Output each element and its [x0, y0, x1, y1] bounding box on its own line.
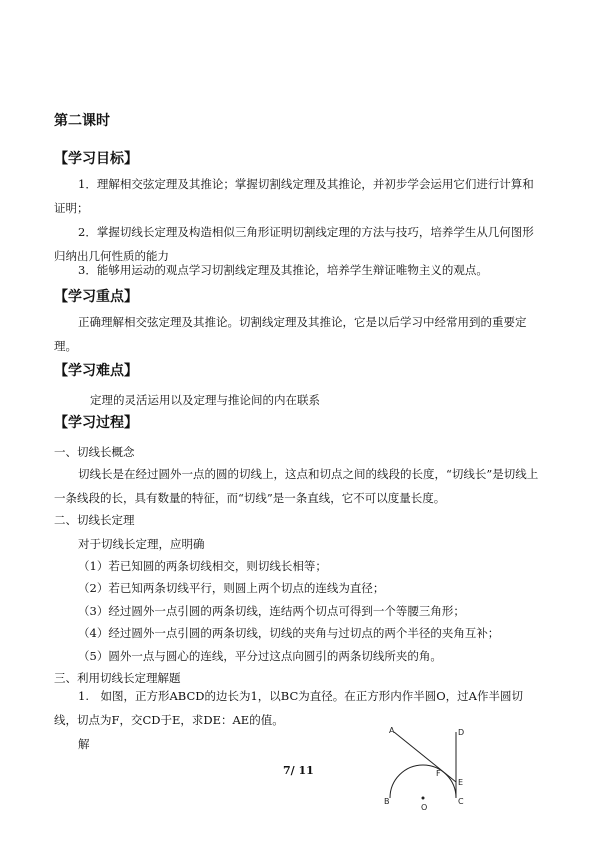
page-number: 7/ 11: [283, 764, 314, 777]
label-b: B: [384, 797, 390, 806]
part2-intro: 对于切线长定理，应明确: [78, 537, 205, 551]
label-c: C: [458, 797, 464, 806]
difficulties-heading: 【学习难点】: [54, 363, 138, 379]
part1-title: 一、切线长概念: [54, 445, 135, 459]
label-o: O: [421, 803, 428, 812]
solution-label: 解: [78, 737, 90, 751]
difficulties-text: 定理的灵活运用以及定理与推论间的内在联系: [90, 393, 320, 407]
goal-item-3: 3．能够用运动的观点学习切割线定理及其推论，培养学生辩证唯物主义的观点。: [78, 263, 488, 277]
label-f: F: [436, 769, 441, 778]
goal-item-2: 2．掌握切线长定理及构造相似三角形证明切割线定理的方法与技巧，培养学生从几何图形归纳出几何性质的能力: [54, 225, 534, 263]
key-points-heading: 【学习重点】: [54, 289, 138, 305]
part2-title: 二、切线长定理: [54, 513, 135, 527]
center-point: [422, 797, 425, 800]
geometry-figure: [376, 724, 476, 814]
semicircle: [390, 765, 456, 798]
part2-item-1: （1）若已知圆的两条切线相交，则切线长相等；: [78, 559, 327, 573]
process-heading: 【学习过程】: [54, 415, 138, 431]
problem-text: 1. 如图，正方形ABCD的边长为1，以BC为直径。在正方形内作半圆O，过A作半圆切线，切点为F，交CD于E，求DE：AE的值。: [54, 689, 523, 727]
part2-item-3: （3）经过圆外一点引圆的两条切线，连结两个切点可得到一个等腰三角形；: [78, 604, 465, 618]
goal-item-1: 1．理解相交弦定理及其推论；掌握切割线定理及其推论，并初步学会运用它们进行计算和证明；: [54, 177, 534, 215]
label-e: E: [458, 778, 464, 787]
lesson-title: 第二课时: [54, 113, 110, 129]
part2-item-4: （4）经过圆外一点引圆的两条切线，切线的夹角与过切点的两个半径的夹角互补；: [78, 626, 500, 640]
part1-text: 切线长是在经过圆外一点的圆的切线上，这点和切点之间的线段的长度，“切线长”是切线上一条线段的长，具有数量的特征，而“切线”是一条直线，它不可以度量长度。: [54, 467, 539, 505]
label-a: A: [389, 726, 395, 735]
part2-item-2: （2）若已知两条切线平行，则圆上两个切点的连线为直径；: [78, 581, 385, 595]
part2-item-5: （5）圆外一点与圆心的连线，平分过这点向圆引的两条切线所夹的角。: [78, 649, 442, 663]
key-points-text: 正确理解相交弦定理及其推论。切割线定理及其推论，它是以后学习中经常用到的重要定理。: [54, 315, 527, 353]
label-d: D: [458, 728, 465, 737]
part3-title: 三、利用切线长定理解题: [54, 671, 181, 685]
goals-heading: 【学习目标】: [54, 151, 138, 167]
